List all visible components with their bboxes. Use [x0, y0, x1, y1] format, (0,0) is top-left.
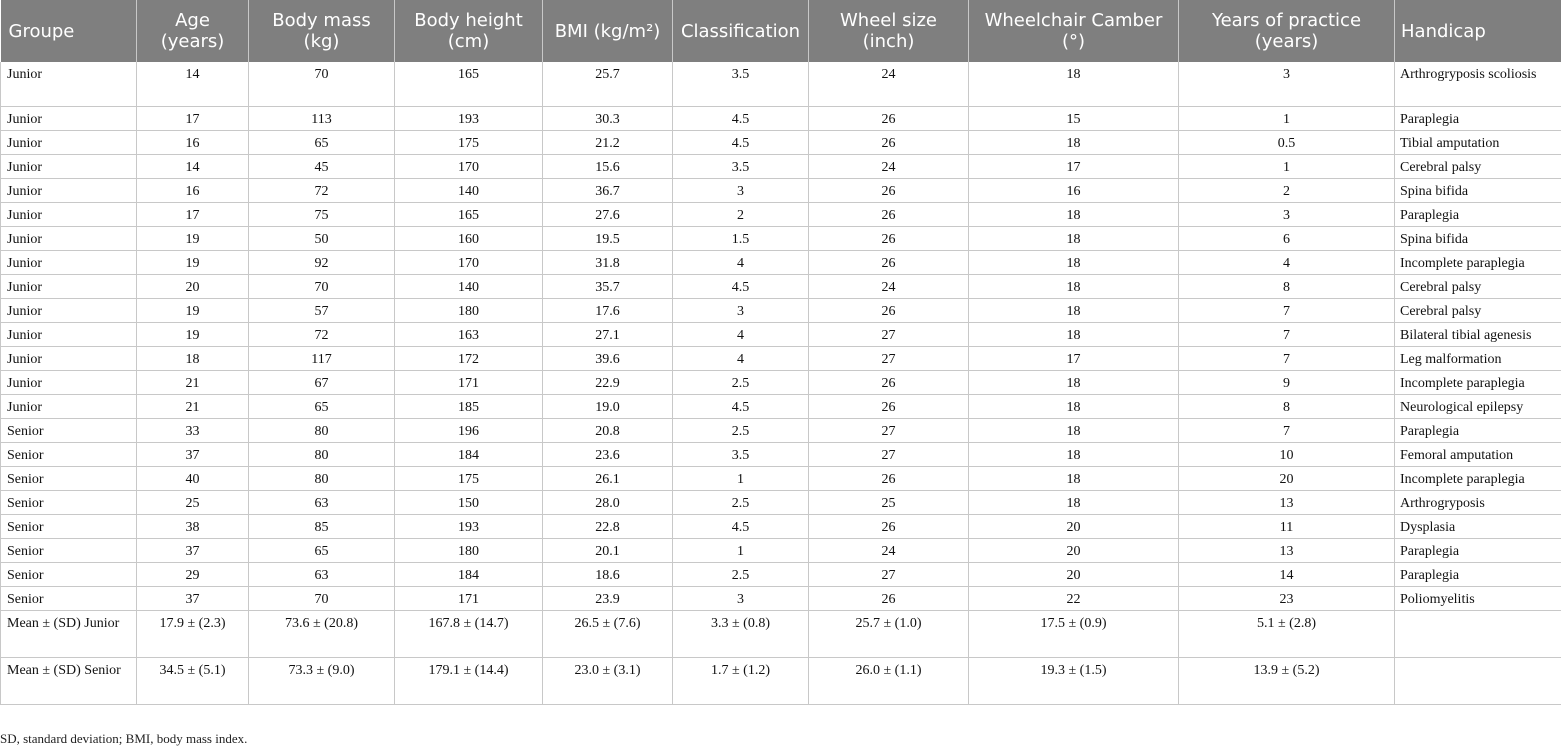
table-cell: Femoral amputation [1395, 443, 1561, 467]
table-cell: 24 [809, 539, 969, 563]
table-cell: 19.3 ± (1.5) [969, 658, 1179, 705]
table-cell: 28.0 [543, 491, 673, 515]
column-header: Body height (cm) [395, 0, 543, 62]
table-cell: 3 [673, 587, 809, 611]
table-cell: 2.5 [673, 491, 809, 515]
table-cell: 24 [809, 62, 969, 107]
table-cell: 160 [395, 227, 543, 251]
table-row [1, 587, 1561, 611]
table-cell: 16 [137, 179, 249, 203]
table-cell: 1.5 [673, 227, 809, 251]
table-cell: Incomplete paraplegia [1395, 467, 1561, 491]
table-cell: 20 [1179, 467, 1395, 491]
table-cell: 27.6 [543, 203, 673, 227]
column-header: Years of practice (years) [1179, 0, 1395, 62]
table-cell: 17 [137, 203, 249, 227]
table-cell: 19.0 [543, 395, 673, 419]
table-cell: 26 [809, 371, 969, 395]
table-cell: Cerebral palsy [1395, 275, 1561, 299]
column-header: Groupe [1, 0, 137, 62]
table-cell: 18 [969, 467, 1179, 491]
table-row [1, 563, 1561, 587]
table-row [1, 467, 1561, 491]
table-cell: 18 [969, 299, 1179, 323]
table-cell: 70 [249, 587, 395, 611]
table-cell: 26.0 ± (1.1) [809, 658, 969, 705]
table-cell [1395, 611, 1561, 658]
table-row [1, 347, 1561, 371]
table-cell: 8 [1179, 395, 1395, 419]
table-cell: 165 [395, 203, 543, 227]
table-cell: 184 [395, 443, 543, 467]
table-cell: 30.3 [543, 107, 673, 131]
column-header: Wheelchair Camber (°) [969, 0, 1179, 62]
table-cell: 13.9 ± (5.2) [1179, 658, 1395, 705]
table-cell: Paraplegia [1395, 539, 1561, 563]
table-body [1, 62, 1561, 705]
table-cell: 20.1 [543, 539, 673, 563]
table-cell: 36.7 [543, 179, 673, 203]
table-cell: 18 [969, 443, 1179, 467]
table-cell: Senior [1, 563, 137, 587]
table-cell: 85 [249, 515, 395, 539]
table-cell: Arthrogryposis scoliosis [1395, 62, 1561, 107]
table-cell: 65 [249, 395, 395, 419]
table-cell: 27 [809, 419, 969, 443]
table-cell: Mean ± (SD) Senior [1, 658, 137, 705]
table-cell: 15.6 [543, 155, 673, 179]
table-cell: 14 [137, 155, 249, 179]
column-header: Body mass (kg) [249, 0, 395, 62]
table-cell: 26 [809, 395, 969, 419]
table-cell: 24 [809, 155, 969, 179]
table-cell: Junior [1, 395, 137, 419]
table-row [1, 275, 1561, 299]
table-cell: 26 [809, 467, 969, 491]
table-cell: 22.9 [543, 371, 673, 395]
table-cell: 17.9 ± (2.3) [137, 611, 249, 658]
table-cell: 18 [969, 203, 1179, 227]
table-cell: 4 [673, 251, 809, 275]
table-row [1, 227, 1561, 251]
table-cell: 33 [137, 419, 249, 443]
table-cell: 14 [137, 62, 249, 107]
table-cell: 38 [137, 515, 249, 539]
table-row [1, 491, 1561, 515]
table-cell: Junior [1, 299, 137, 323]
table-cell: 26 [809, 179, 969, 203]
table-cell: 40 [137, 467, 249, 491]
table-cell: 6 [1179, 227, 1395, 251]
table-cell: 22.8 [543, 515, 673, 539]
table-cell: 14 [1179, 563, 1395, 587]
table-cell: 26 [809, 203, 969, 227]
table-cell: 2.5 [673, 419, 809, 443]
table-cell: 20 [137, 275, 249, 299]
table-cell: 4 [673, 347, 809, 371]
table-cell: 70 [249, 62, 395, 107]
table-row [1, 419, 1561, 443]
table-cell: 2.5 [673, 371, 809, 395]
table-cell: 45 [249, 155, 395, 179]
table-cell: 5.1 ± (2.8) [1179, 611, 1395, 658]
table-cell: Junior [1, 131, 137, 155]
table-cell: 21 [137, 395, 249, 419]
table-cell: 9 [1179, 371, 1395, 395]
table-cell: 26 [809, 587, 969, 611]
table-cell: 26 [809, 131, 969, 155]
table-cell: 193 [395, 107, 543, 131]
table-cell: 25 [137, 491, 249, 515]
table-cell: 18 [969, 275, 1179, 299]
table-cell: 37 [137, 539, 249, 563]
table-cell: Spina bifida [1395, 179, 1561, 203]
table-cell: Junior [1, 275, 137, 299]
column-header: Handicap [1395, 0, 1561, 62]
table-cell: 170 [395, 155, 543, 179]
table-cell: 1.7 ± (1.2) [673, 658, 809, 705]
table-cell: Tibial amputation [1395, 131, 1561, 155]
table-cell: 23.0 ± (3.1) [543, 658, 673, 705]
table-cell: 19 [137, 299, 249, 323]
table-cell: 3 [673, 179, 809, 203]
table-row [1, 443, 1561, 467]
table-cell: 19 [137, 227, 249, 251]
table-cell: Junior [1, 62, 137, 107]
table-cell: 4.5 [673, 275, 809, 299]
table-cell: 25.7 ± (1.0) [809, 611, 969, 658]
table-cell: Senior [1, 419, 137, 443]
table-cell: 165 [395, 62, 543, 107]
table-cell: 17 [969, 155, 1179, 179]
table-cell: 196 [395, 419, 543, 443]
table-cell: 26 [809, 227, 969, 251]
table-cell: 27 [809, 443, 969, 467]
table-cell: 140 [395, 179, 543, 203]
table-cell: 23 [1179, 587, 1395, 611]
table-cell: 73.3 ± (9.0) [249, 658, 395, 705]
table-cell: 20 [969, 539, 1179, 563]
table-cell: 1 [673, 539, 809, 563]
table-cell: 3 [1179, 203, 1395, 227]
table-cell: 18.6 [543, 563, 673, 587]
table-cell: 15 [969, 107, 1179, 131]
table-row [1, 515, 1561, 539]
table-cell: 3.5 [673, 62, 809, 107]
column-header: Wheel size (inch) [809, 0, 969, 62]
table-cell: 26.5 ± (7.6) [543, 611, 673, 658]
summary-row [1, 658, 1561, 705]
table-cell: 63 [249, 491, 395, 515]
table-cell: 167.8 ± (14.7) [395, 611, 543, 658]
table-cell: 37 [137, 587, 249, 611]
table-cell: 117 [249, 347, 395, 371]
table-cell: Junior [1, 251, 137, 275]
table-cell: 2.5 [673, 563, 809, 587]
table-cell: 179.1 ± (14.4) [395, 658, 543, 705]
table-cell: 65 [249, 131, 395, 155]
table-row [1, 155, 1561, 179]
table-cell: 170 [395, 251, 543, 275]
table-cell: Junior [1, 347, 137, 371]
table-cell: Spina bifida [1395, 227, 1561, 251]
table-cell: 10 [1179, 443, 1395, 467]
table-cell: 18 [969, 323, 1179, 347]
table-cell: 180 [395, 539, 543, 563]
table-cell: 37 [137, 443, 249, 467]
table-cell: 23.9 [543, 587, 673, 611]
table-cell: Dysplasia [1395, 515, 1561, 539]
table-cell: 57 [249, 299, 395, 323]
table-cell: Bilateral tibial agenesis [1395, 323, 1561, 347]
table-cell: 7 [1179, 323, 1395, 347]
table-cell: 24 [809, 275, 969, 299]
table-cell: 50 [249, 227, 395, 251]
table-cell: 80 [249, 467, 395, 491]
table-cell: 19 [137, 251, 249, 275]
table-cell: 13 [1179, 539, 1395, 563]
table-cell: Neurological epilepsy [1395, 395, 1561, 419]
table-cell: 18 [969, 131, 1179, 155]
table-cell: 4.5 [673, 131, 809, 155]
table-cell: 27 [809, 563, 969, 587]
column-header: Classification [673, 0, 809, 62]
table-cell: 18 [969, 227, 1179, 251]
table-cell: Arthrogryposis [1395, 491, 1561, 515]
table-cell: 4 [673, 323, 809, 347]
table-cell: 180 [395, 299, 543, 323]
table-cell: 39.6 [543, 347, 673, 371]
table-cell: 26 [809, 251, 969, 275]
table-cell: 193 [395, 515, 543, 539]
table-row [1, 539, 1561, 563]
table-cell: Junior [1, 371, 137, 395]
table-cell: Poliomyelitis [1395, 587, 1561, 611]
table-cell: 26 [809, 107, 969, 131]
table-cell: 7 [1179, 347, 1395, 371]
table-cell: 34.5 ± (5.1) [137, 658, 249, 705]
table-cell: 2 [673, 203, 809, 227]
table-cell: 3.5 [673, 155, 809, 179]
table-cell: 184 [395, 563, 543, 587]
table-cell: Mean ± (SD) Junior [1, 611, 137, 658]
table-cell: 73.6 ± (20.8) [249, 611, 395, 658]
table-cell: 63 [249, 563, 395, 587]
table-cell: 67 [249, 371, 395, 395]
table-cell: Junior [1, 107, 137, 131]
table-row [1, 371, 1561, 395]
table-cell: 18 [969, 371, 1179, 395]
table-cell: 18 [137, 347, 249, 371]
table-cell: 22 [969, 587, 1179, 611]
table-cell: 4.5 [673, 515, 809, 539]
table-cell: 113 [249, 107, 395, 131]
table-cell: Paraplegia [1395, 419, 1561, 443]
table-cell: Paraplegia [1395, 563, 1561, 587]
table-cell: Incomplete paraplegia [1395, 371, 1561, 395]
table-cell: Senior [1, 587, 137, 611]
table-cell: 18 [969, 419, 1179, 443]
table-cell: 1 [1179, 155, 1395, 179]
table-cell: 175 [395, 467, 543, 491]
table-cell: 18 [969, 491, 1179, 515]
table-cell: 20.8 [543, 419, 673, 443]
table-cell: 20 [969, 515, 1179, 539]
table-cell: 17.5 ± (0.9) [969, 611, 1179, 658]
table-cell: 18 [969, 62, 1179, 107]
table-row [1, 323, 1561, 347]
table-cell: 72 [249, 323, 395, 347]
table-cell: 18 [969, 395, 1179, 419]
table-row [1, 62, 1561, 107]
table-cell: 8 [1179, 275, 1395, 299]
table-cell: 171 [395, 587, 543, 611]
table-cell: 16 [137, 131, 249, 155]
table-cell: 35.7 [543, 275, 673, 299]
summary-row [1, 611, 1561, 658]
table-cell: Senior [1, 443, 137, 467]
table-cell: 18 [969, 251, 1179, 275]
table-cell: Paraplegia [1395, 203, 1561, 227]
table-cell: Senior [1, 467, 137, 491]
table-cell: 7 [1179, 419, 1395, 443]
table-cell: Paraplegia [1395, 107, 1561, 131]
table-cell: 25 [809, 491, 969, 515]
table-cell: 23.6 [543, 443, 673, 467]
table-cell [1395, 658, 1561, 705]
table-cell: 80 [249, 443, 395, 467]
table-cell: 21 [137, 371, 249, 395]
table-cell: 72 [249, 179, 395, 203]
table-cell: 3.5 [673, 443, 809, 467]
table-cell: 171 [395, 371, 543, 395]
table-cell: Junior [1, 227, 137, 251]
table-row [1, 107, 1561, 131]
table-cell: 31.8 [543, 251, 673, 275]
table-cell: 150 [395, 491, 543, 515]
table-cell: 70 [249, 275, 395, 299]
table-cell: 163 [395, 323, 543, 347]
table-cell: Incomplete paraplegia [1395, 251, 1561, 275]
table-cell: 11 [1179, 515, 1395, 539]
table-row [1, 395, 1561, 419]
table-cell: Junior [1, 179, 137, 203]
table-cell: 27 [809, 347, 969, 371]
table-cell: 185 [395, 395, 543, 419]
table-row [1, 203, 1561, 227]
table-cell: 3.3 ± (0.8) [673, 611, 809, 658]
table-cell: 29 [137, 563, 249, 587]
table-cell: Senior [1, 515, 137, 539]
table-cell: 26 [809, 299, 969, 323]
table-cell: 75 [249, 203, 395, 227]
table-cell: 4.5 [673, 395, 809, 419]
table-cell: 27 [809, 323, 969, 347]
table-cell: Cerebral palsy [1395, 155, 1561, 179]
table-cell: 19 [137, 323, 249, 347]
table-cell: 16 [969, 179, 1179, 203]
table-row [1, 131, 1561, 155]
table-cell: 17 [969, 347, 1179, 371]
table-cell: 21.2 [543, 131, 673, 155]
table-row [1, 251, 1561, 275]
table-cell: Senior [1, 539, 137, 563]
table-cell: 0.5 [1179, 131, 1395, 155]
table-row [1, 299, 1561, 323]
table-cell: 13 [1179, 491, 1395, 515]
table-cell: 1 [1179, 107, 1395, 131]
table-cell: 3 [673, 299, 809, 323]
table-cell: 140 [395, 275, 543, 299]
table-cell: 17.6 [543, 299, 673, 323]
table-cell: 4.5 [673, 107, 809, 131]
table-cell: 25.7 [543, 62, 673, 107]
table-cell: Junior [1, 323, 137, 347]
column-header: Age (years) [137, 0, 249, 62]
table-cell: 80 [249, 419, 395, 443]
table-cell: Junior [1, 203, 137, 227]
table-footnote: SD, standard deviation; BMI, body mass index. [0, 731, 248, 746]
table-cell: 4 [1179, 251, 1395, 275]
table-cell: 65 [249, 539, 395, 563]
table-cell: 20 [969, 563, 1179, 587]
table-cell: 26.1 [543, 467, 673, 491]
table-cell: 175 [395, 131, 543, 155]
column-header: BMI (kg/m²) [543, 0, 673, 62]
table-cell: 172 [395, 347, 543, 371]
table-cell: 26 [809, 515, 969, 539]
table-cell: 17 [137, 107, 249, 131]
table-cell: 27.1 [543, 323, 673, 347]
table-cell: Senior [1, 491, 137, 515]
table-cell: 3 [1179, 62, 1395, 107]
table-cell: 7 [1179, 299, 1395, 323]
table-cell: Junior [1, 155, 137, 179]
table-cell: Leg malformation [1395, 347, 1561, 371]
table-cell: Cerebral palsy [1395, 299, 1561, 323]
table-cell: 19.5 [543, 227, 673, 251]
table-cell: 92 [249, 251, 395, 275]
header-row [1, 0, 1561, 62]
table-cell: 2 [1179, 179, 1395, 203]
table-row [1, 179, 1561, 203]
table-cell: 1 [673, 467, 809, 491]
